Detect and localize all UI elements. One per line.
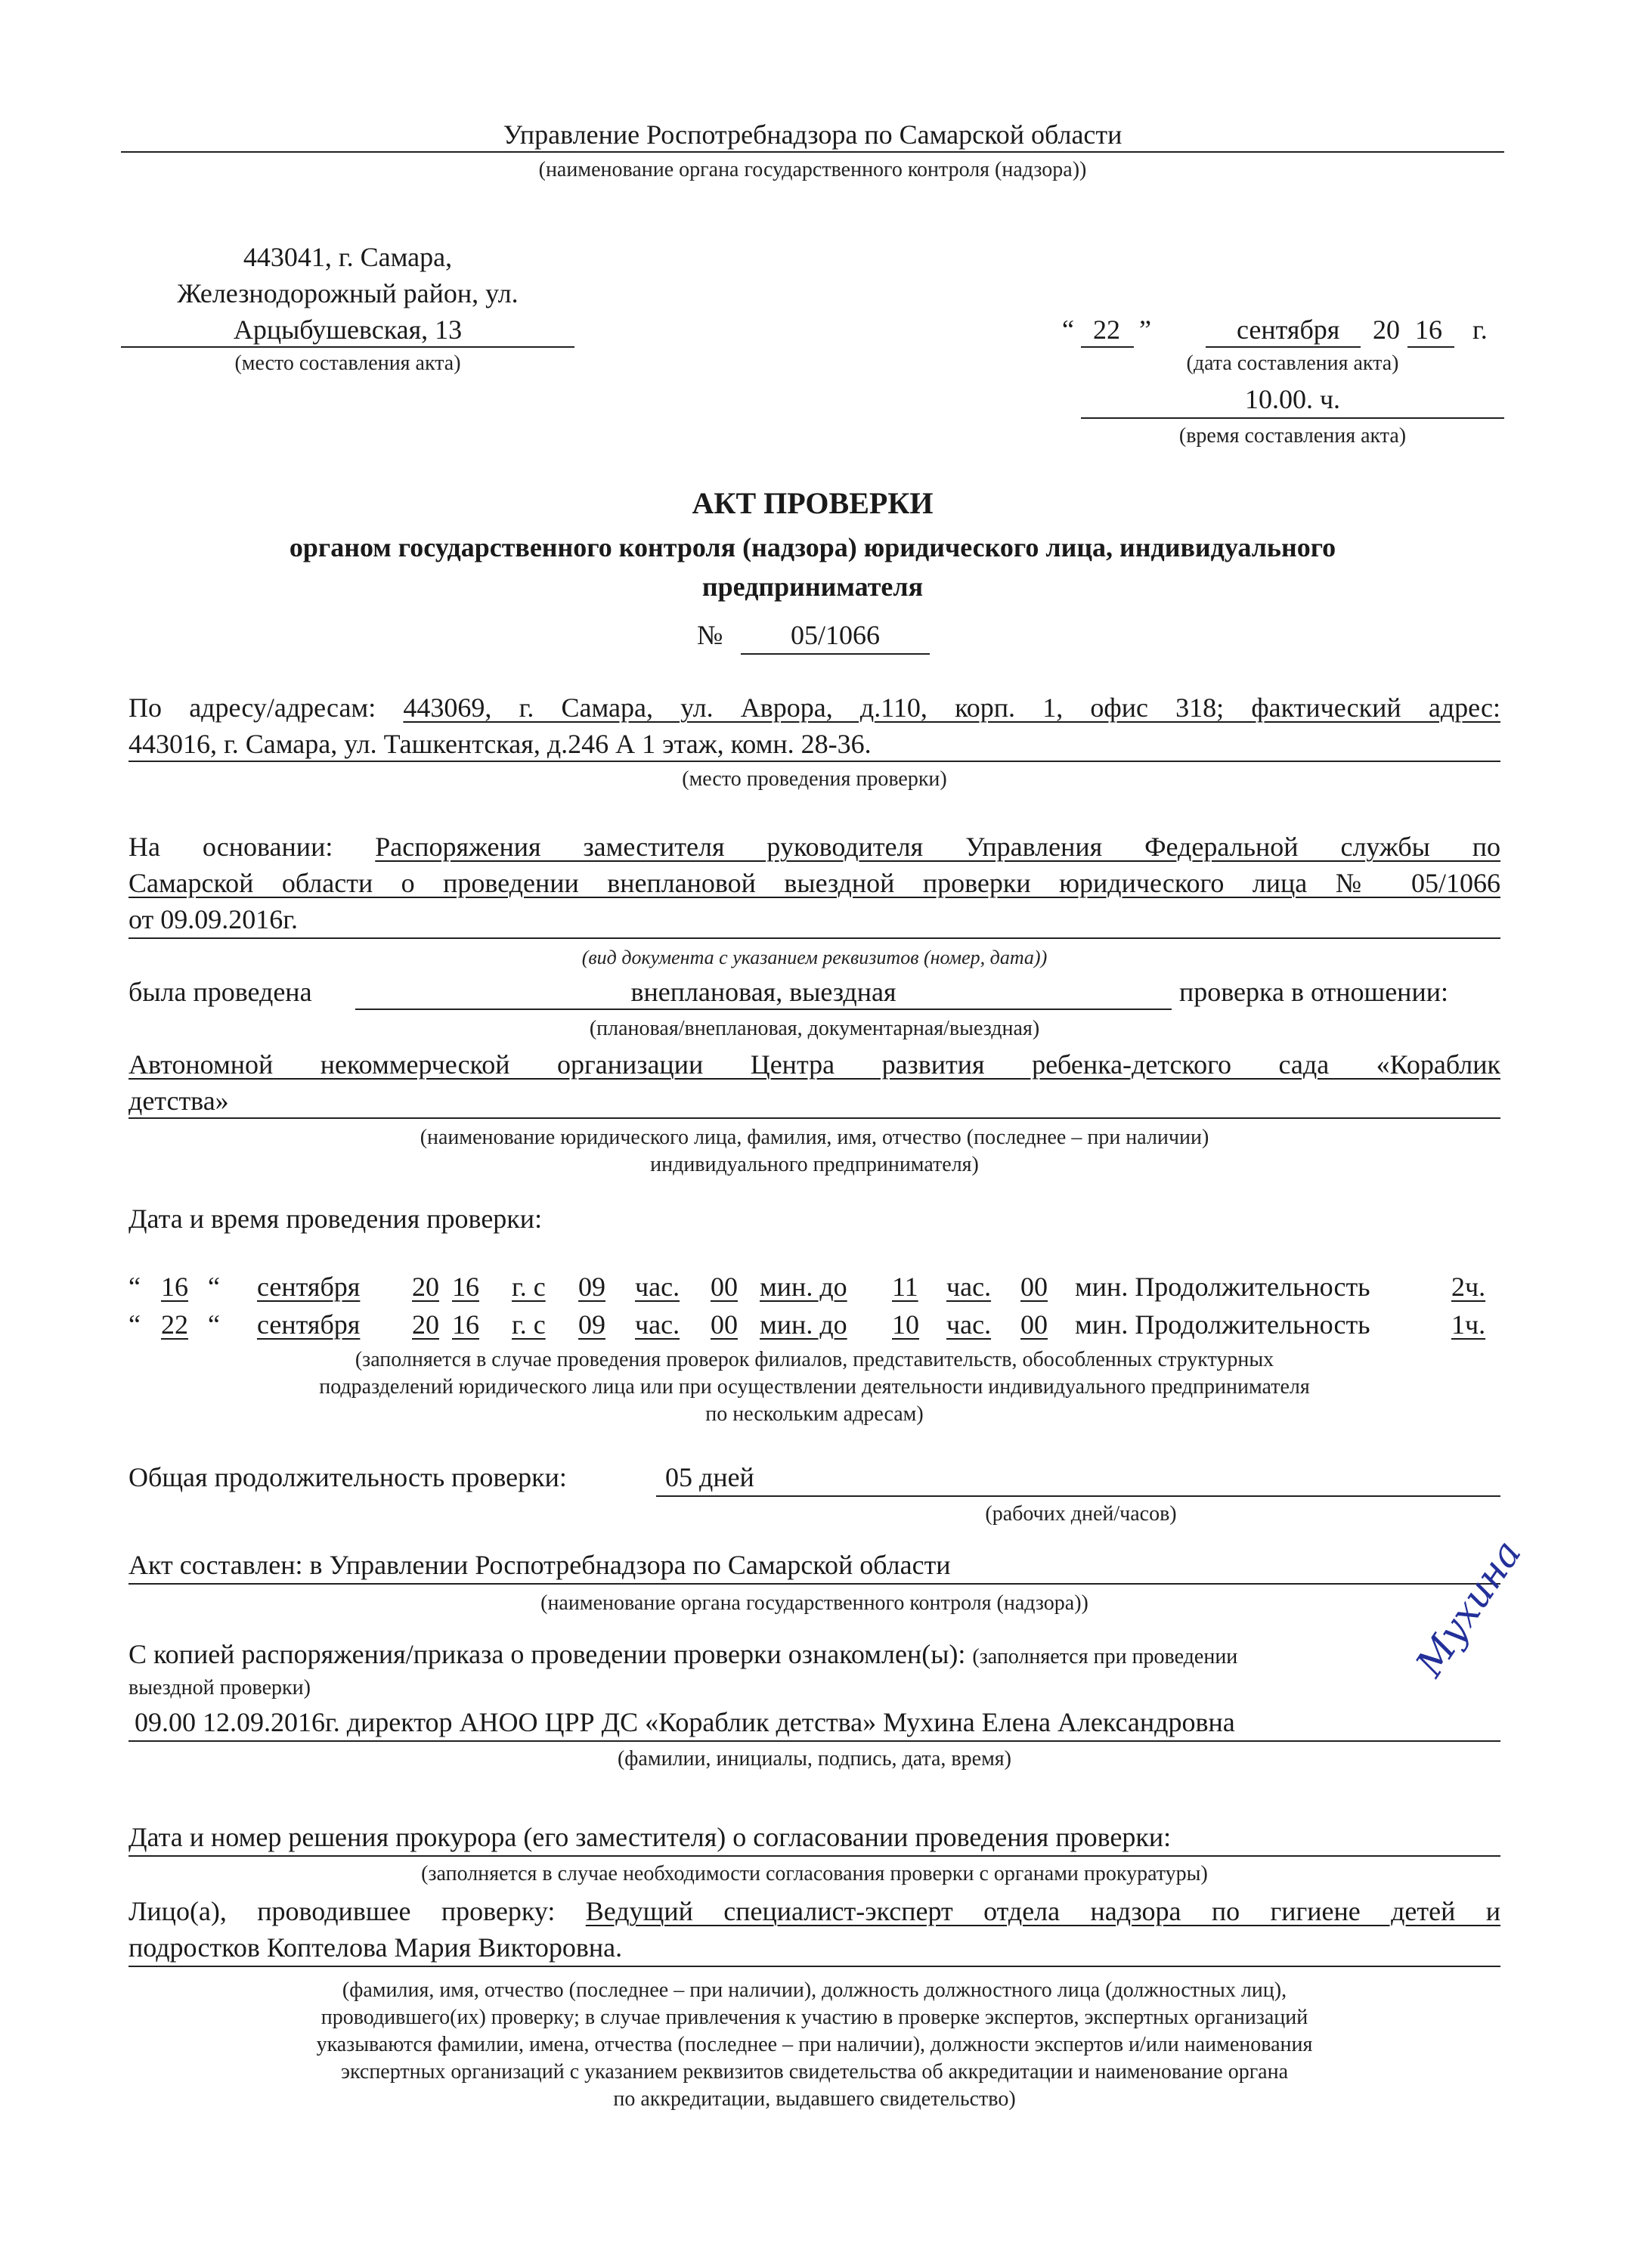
row1-hour-label: час. [635,1272,680,1302]
act-date-year-suffix: 16 [1415,314,1442,345]
address-caption: (место проведения проверки) [682,767,947,791]
basis-caption: (вид документа с указанием реквизитов (номер, дата)) [581,947,1048,968]
inspector-caption-4: экспертных организаций с указанием реквизитов свидетельства об аккредитации и наименование органа [340,2060,1289,2084]
row2-open-quote: “ [129,1309,141,1340]
acquainted-caption: (фамилии, инициалы, подпись, дата, время) [617,1747,1012,1771]
place-line-2: Железнодорожный район, ул. [177,278,519,308]
compiled-line [129,1548,951,1582]
basis-value-line-1: Распоряжения заместителя руководителя Управления Федеральной службы по [375,832,1501,862]
act-number: 05/1066 [790,620,880,650]
basis-label: На основании: [129,832,333,862]
act-date-month: сентября [1237,314,1340,345]
inspector-underline [129,1966,1500,1967]
address-label: По адресу/адресам: [129,692,376,723]
act-subtitle-line-1: органом государственного контроля (надзора) юридического лица, индивидуального [289,532,1336,562]
act-date-day: 22 [1093,314,1120,345]
row2-min-to-label: мин. до [760,1309,847,1340]
address-value-line-1: 443069, г. Самара, ул. Аврора, д.110, корп. 1, офис 318; фактический адрес: [403,692,1500,723]
agency-name: Управление Роспотребнадзора по Самарской области [503,119,1123,150]
basis-value-line-2: Самарской области о проведении внеплановой выездной проверки юридического лица № 05/1066 [129,868,1500,898]
row1-year-prefix: 20 [412,1272,439,1302]
row1-from: г. с [512,1272,546,1302]
row2-year-suffix: 16 [452,1309,479,1340]
row2-hour-to: 10 [892,1309,919,1340]
row1-open-quote: “ [129,1272,141,1302]
act-title: АКТ ПРОВЕРКИ [692,486,934,520]
duration-underline [656,1495,1500,1497]
row1-month: сентября [257,1272,361,1302]
row2-hour-label: час. [635,1309,680,1340]
basis-value-line-3: от 09.09.2016г. [129,904,298,934]
datetime-caption-1: (заполняется в случае проведения проверок филиалов, представительств, обособленных структурных [355,1348,1274,1371]
address-underline [129,761,1500,762]
acquainted-label: С копией распоряжения/приказа о проведении проверки ознакомлен(ы): [129,1639,966,1669]
row1-min-from: 00 [711,1272,738,1302]
row1-hour-label-2: час. [946,1272,992,1302]
inspector-caption-5: по аккредитации, выдавшего свидетельство) [613,2087,1016,2111]
row1-min-to-label: мин. до [760,1272,847,1302]
datetime-caption-3: по нескольким адресам) [705,1402,924,1426]
place-caption: (место составления акта) [234,352,461,375]
row2-close-quote: “ [208,1309,220,1340]
acquainted-note-1: (заполняется при проведении [972,1645,1238,1668]
inspector-caption-2: проводившего(их) проверку; в случае привлечения к участию в проверке экспертов, экспертных организаций [320,2006,1308,2029]
act-time-caption: (время составления акта) [1178,424,1407,448]
act-year-underline [1407,346,1454,348]
prosecutor-label: Дата и номер решения прокурора (его заместителя) о согласовании проведения проверки: [129,1822,1172,1852]
entity-underline [129,1117,1500,1119]
duration-label: Общая продолжительность проверки: [129,1462,567,1492]
inspector-line-1 [129,1895,1500,1928]
row2-month: сентября [257,1309,361,1340]
act-time-underline [1081,417,1504,419]
place-line-3: Арцыбушевская, 13 [233,314,463,345]
signature: Мухина [1407,1532,1530,1684]
entity-line-1: Автономной некоммерческой организации Центра развития ребенка-детского сада «Кораблик [129,1049,1500,1080]
entity-caption-2: индивидуального предпринимателя) [650,1153,979,1176]
place-line-1: 443041, г. Самара, [243,242,453,272]
act-date-caption: (дата составления акта) [1186,352,1399,375]
compiled-value: в Управлении Роспотребнадзора по Самарской области [309,1550,951,1580]
basis-line-1 [129,830,1500,863]
compiled-label: Акт составлен: [129,1550,303,1580]
inspector-caption-1: (фамилия, имя, отчество (последнее – при наличии), должность должностного лица (должностных лиц), [342,1978,1287,2002]
act-subtitle-line-2: предпринимателя [701,572,924,602]
agency-caption: (наименование органа государственного контроля (надзора)) [538,158,1087,181]
datetime-row-1 [0,1270,1635,1303]
prosecutor-underline [129,1855,1500,1857]
row1-close-quote: “ [208,1272,220,1302]
datetime-row-2 [0,1308,1635,1341]
act-date-year-unit: г. [1472,314,1488,345]
row2-day: 22 [161,1309,188,1340]
act-day-underline [1081,346,1134,348]
address-line-1 [129,691,1500,724]
entity-line-2: детства» [129,1086,229,1116]
acquainted-value: 09.00 12.09.2016г. директор АНОО ЦРР ДС «Кораблик детства» Мухина Елена Александровна [135,1707,1235,1737]
act-month-underline [1206,346,1361,348]
inspection-label-right: проверка в отношении: [1179,977,1448,1007]
compiled-underline [129,1583,1500,1585]
inspector-value-line-1: Ведущий специалист-эксперт отдела надзора по гигиене детей и [585,1896,1501,1926]
agency-underline [121,151,1504,153]
row1-hour-from: 09 [578,1272,605,1302]
entity-caption-1: (наименование юридического лица, фамилия, имя, отчество (последнее – при наличии) [420,1126,1209,1149]
prosecutor-caption: (заполняется в случае необходимости согласования проверки с органами прокуратуры) [421,1862,1208,1885]
inspector-label: Лицо(а), проводившее проверку: [129,1896,556,1926]
place-underline [121,346,574,348]
inspection-label-left: была проведена [129,977,312,1007]
row2-min-to: 00 [1020,1309,1048,1340]
inspector-caption-3: указываются фамилии, имена, отчества (последнее – при наличии), должности экспертов и/или наименования [316,2033,1313,2056]
act-time: 10.00. ч. [1244,384,1341,414]
inspection-caption: (плановая/внеплановая, документарная/выездная) [589,1017,1040,1040]
act-date-open-quote: “ [1062,314,1074,345]
row2-duration: 1ч. [1451,1309,1486,1340]
row1-year-suffix: 16 [452,1272,479,1302]
act-date [0,313,1635,346]
address-value-line-2: 443016, г. Самара, ул. Ташкентская, д.246 А 1 этаж, комн. 28-36. [129,729,872,759]
acquainted-note-2: выездной проверки) [129,1676,311,1699]
row1-duration-label: мин. Продолжительность [1075,1272,1370,1302]
row1-min-to: 00 [1020,1272,1048,1302]
row2-duration-label: мин. Продолжительность [1075,1309,1370,1340]
acquainted-line [129,1637,1237,1674]
datetime-caption-2: подразделений юридического лица или при осуществлении деятельности индивидуального предпринимателя [319,1375,1310,1399]
inspection-type: внеплановая, выездная [630,977,896,1007]
row2-year-prefix: 20 [412,1309,439,1340]
inspector-value-line-2: подростков Коптелова Мария Викторовна. [129,1932,623,1963]
row1-day: 16 [161,1272,188,1302]
duration-caption: (рабочих дней/часов) [985,1502,1177,1526]
inspection-type-underline [355,1009,1172,1010]
row2-hour-label-2: час. [946,1309,992,1340]
row2-min-from: 00 [711,1309,738,1340]
act-number-label: № [697,620,723,650]
row1-hour-to: 11 [892,1272,918,1302]
row1-duration: 2ч. [1451,1272,1486,1302]
duration-value: 05 дней [665,1462,754,1492]
datetime-label: Дата и время проведения проверки: [129,1204,543,1234]
act-date-year-prefix: 20 [1373,314,1400,345]
act-date-close-quote: ” [1139,314,1151,345]
compiled-caption: (наименование органа государственного контроля (надзора)) [540,1591,1088,1615]
acquainted-underline [129,1740,1500,1742]
act-number-underline [741,653,930,655]
row2-from: г. с [512,1309,546,1340]
basis-underline [129,937,1500,939]
row2-hour-from: 09 [578,1309,605,1340]
